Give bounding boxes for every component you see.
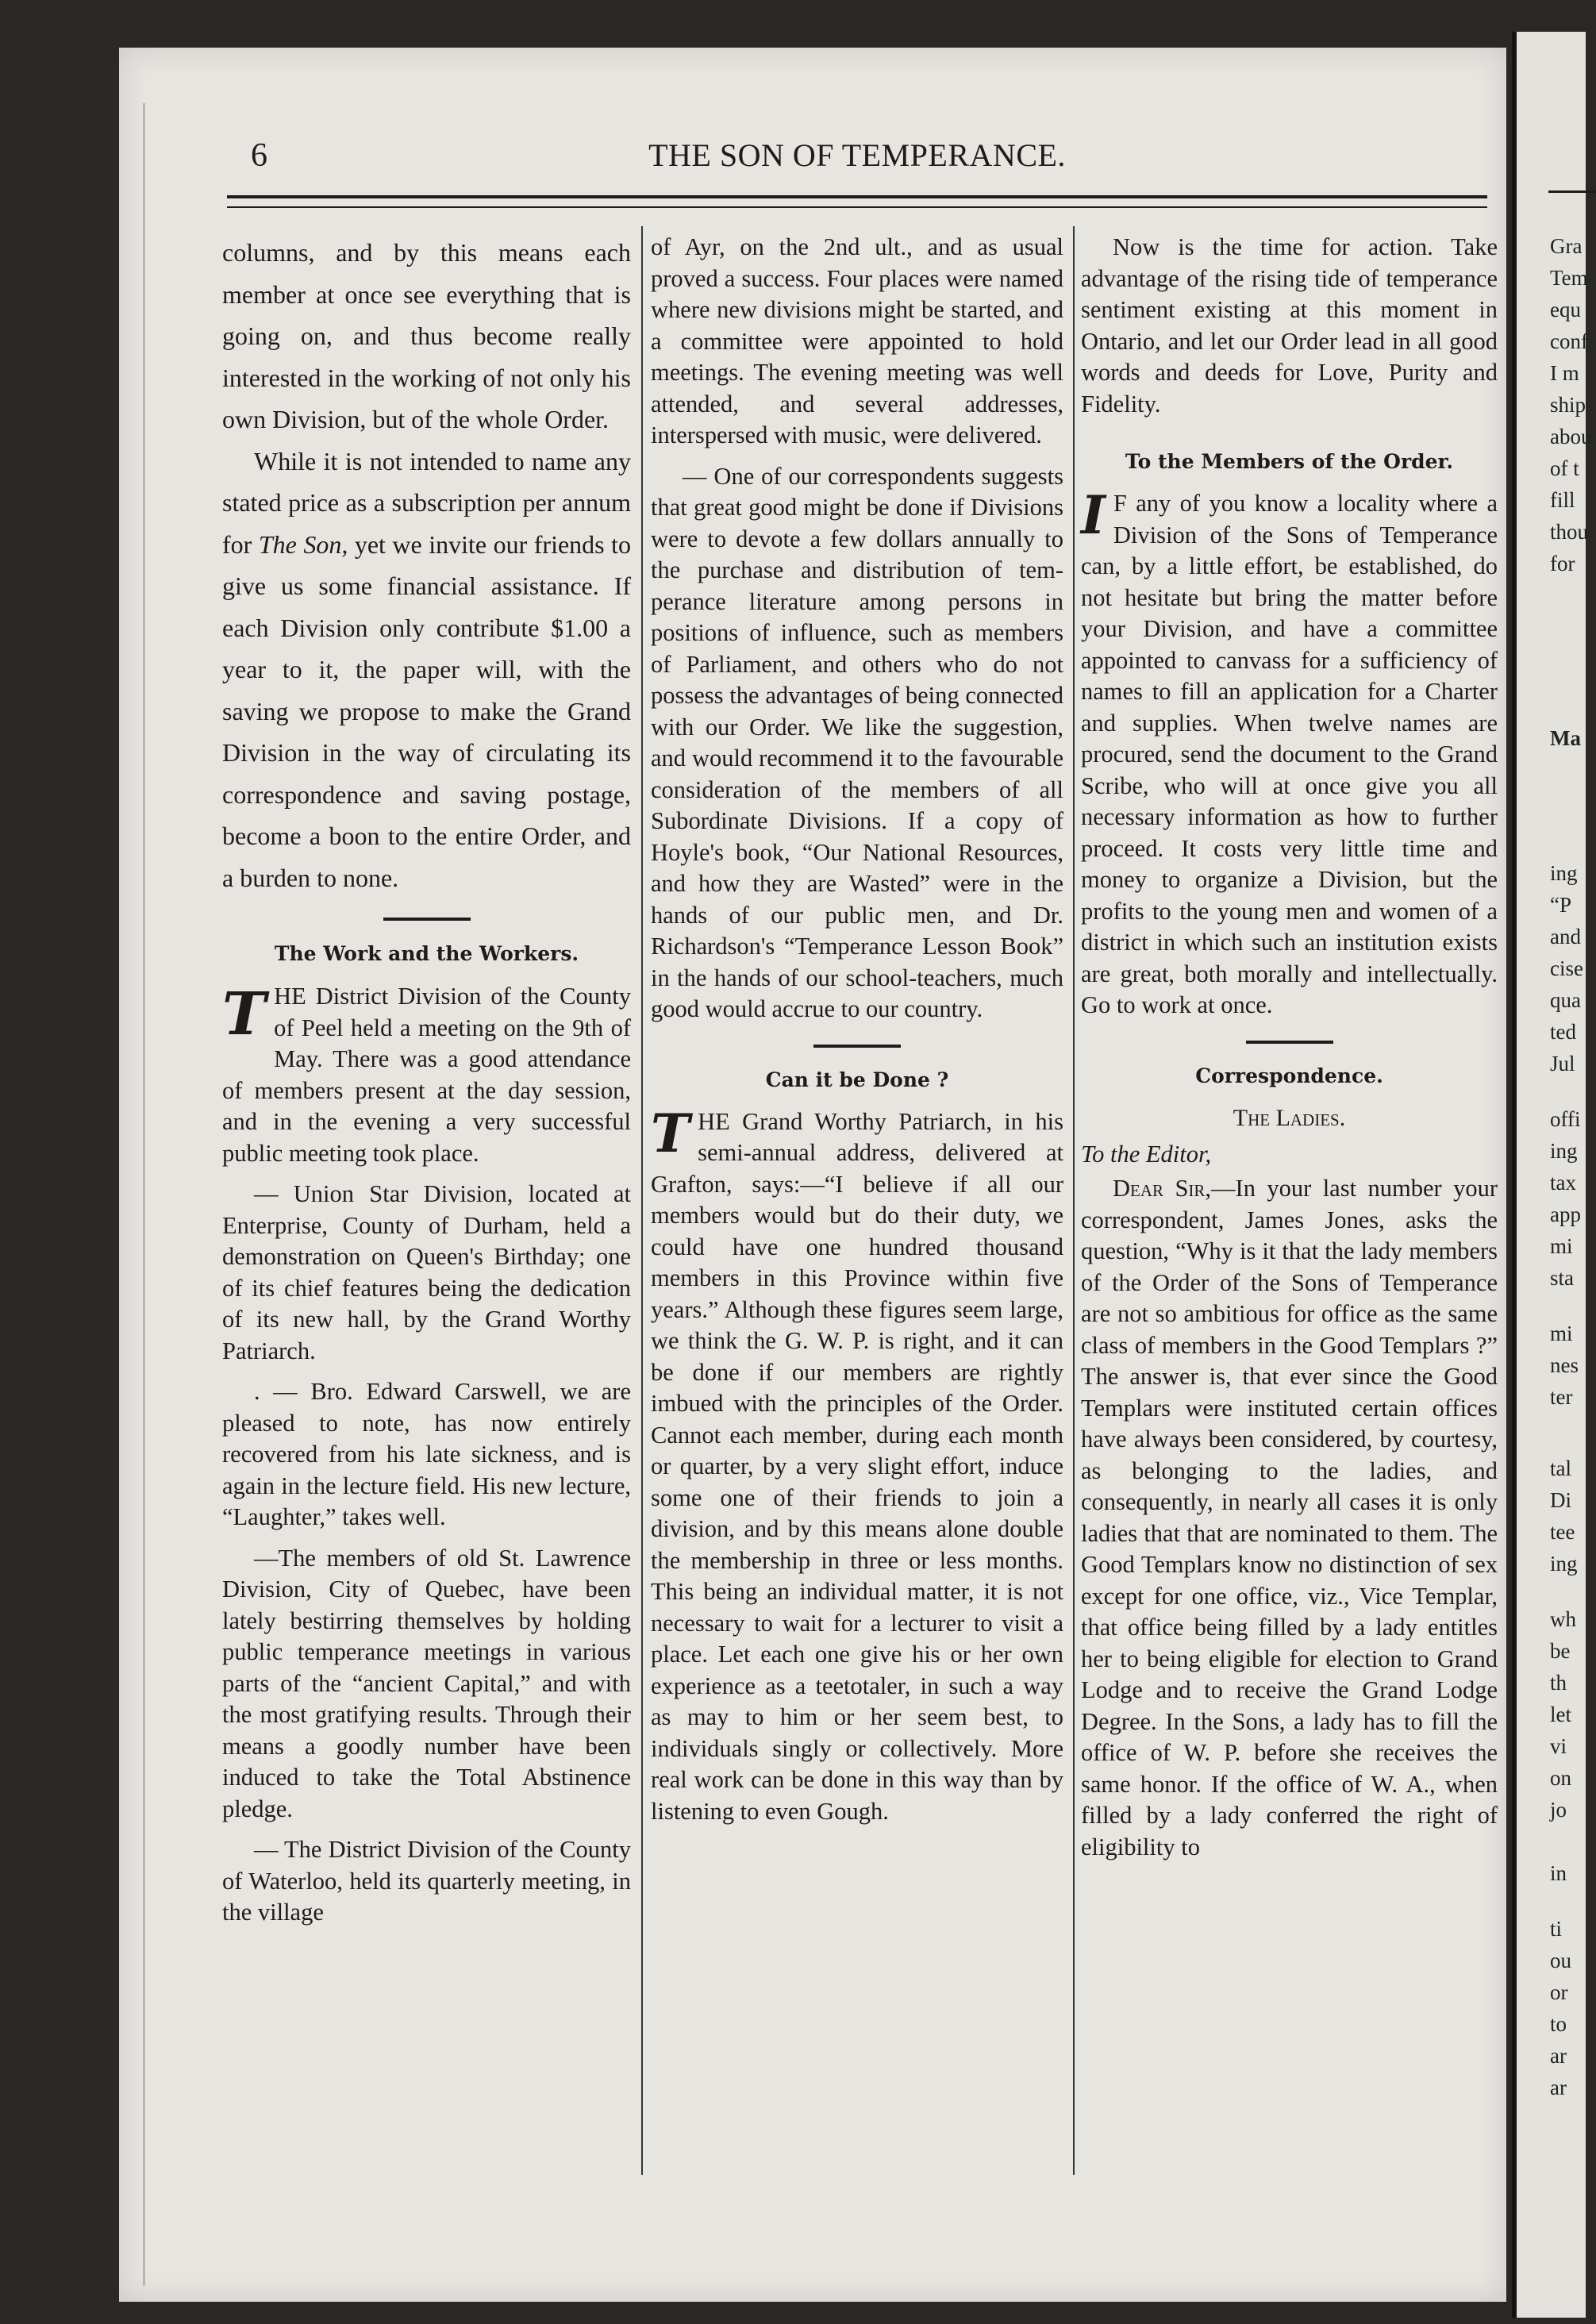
adjacent-page-fragment: equ [1550,298,1581,321]
adjacent-page-fragment: and [1550,925,1581,948]
section-heading-correspondence: Correspondence. [1195,1064,1383,1087]
adjacent-page-fragment: mi [1550,1234,1573,1258]
adjacent-page-fragment: offi [1550,1107,1581,1131]
adjacent-page-fragment: to [1550,2012,1567,2036]
adjacent-page-fragment: Ma [1550,726,1581,750]
adjacent-page-fragment: Tem [1550,266,1588,290]
adjacent-page-fragment: let [1550,1703,1571,1726]
adjacent-page-fragment: “P [1550,893,1571,917]
adjacent-page-fragment: tee [1550,1520,1575,1544]
section-divider [813,1045,901,1048]
drop-cap: T [222,980,267,1048]
col1-paragraph-2 [222,441,631,899]
column-rule-1 [641,226,643,2175]
adjacent-page-fragment: ted [1550,1020,1576,1044]
running-title: THE SON OF TEMPERANCE. [648,137,1066,173]
column-rule-2 [1073,226,1075,2175]
adjacent-page-fragment: tax [1550,1171,1576,1195]
running-head [227,133,1487,181]
column-2 [651,232,1063,1837]
col2-paragraph-1: of Ayr, on the 2nd ult., and as usual proved a success. Four places were named where new divisions might be started, and a committee were appointed to hold meetings. The evening meeting was well attended, and several addresses, interspersed with music, were delivered. [651,233,1063,448]
col1-paragraph-5: . — Bro. Edward Carswell, we are pleased to note, has now entirely recovered from his late sickness, and is again in the lecture field. His new lecture, “Laughter,” takes well. [222,1378,631,1530]
adjacent-page-fragment: fill [1550,488,1575,512]
adjacent-header-rule [1548,190,1596,193]
col1-paragraph-6: —The members of old St. Lawrence Division, City of Quebec, have been lately bestirring themselves by holding public temperance meetings in various parts of the “ancient Capital,” and with the most gratifying results. Through their means a goodly number have been induced to take the Total Abstinence pledge. [222,1544,631,1822]
adjacent-page-fragment: ti [1550,1917,1563,1941]
adjacent-page-fragment: conf [1550,329,1588,353]
col2-paragraph-3 [651,1102,1063,1828]
col2-p3-text: HE Grand Worthy Patriarch, in his semi-annual address, delivered at Grafton, says:—“I believe if all our members would but do their duty, we could have one hundred thousand members in this Province within five years.” Although these figures seem large, we think the G. W. P. is right, and it can be done if our members are rightly imbued with the principles of the Order. Cannot each member, during each month or quarter, by a very slight effort, induce some one of their friends to join a division, and by this means alone double the membership in three or less months. This being an individual matter, it is not necessary to wait for a lecturer to visit a place. Let each one give his or her own experience as a teetotaler, in such a way as may to him or her seem best, to individuals singly or collectively. More real work can be done in this way than by listening to even Gough. [651,1107,1063,1825]
col1-p2-italic-title: The Son, [258,529,348,559]
adjacent-page-fragment: th [1550,1671,1567,1695]
adjacent-page-fragment: for [1550,552,1575,575]
section-divider [383,918,471,921]
adjacent-page-fragment: ing [1550,861,1578,885]
col3-p3-text: —In your last number your correspondent, James Jones, asks the question, “Why is it that the lady members of the Order of the Sons of Temperance are not so ambitious for office as the same class of members in the Good Templars ?” The answer is, that ever since the Good Templars were instituted certain offices have always been considered, by courtesy, as belonging to the ladies, and consequently, in nearly all cases it is only ladies that that are nominated to them. The Good Templars know no distinction of sex except for one office, viz., Vice Templar, that office being filled by a lady entitles her to being eligible for election to Grand Lodge and to receive the Grand Lodge Degree. In the Sons, a lady has to fill the office of W. P. before she receives the same honor. If the office of W. A., when filled by a lady conferred the right of eligibility to [1081,1175,1498,1860]
column-1 [222,232,631,1938]
adjacent-page-fragment: ar [1550,2076,1567,2099]
col1-paragraph-7: — The District Division of the County of Waterloo, held its quarterly meeting, in the village [222,1836,631,1926]
adjacent-page-fragment: abou [1550,425,1592,448]
adjacent-page-sliver [1512,32,1592,2318]
adjacent-page-fragment: of t [1550,456,1579,480]
adjacent-page-fragment: mi [1550,1322,1573,1345]
page-number: 6 [251,137,267,174]
adjacent-page-fragment: ship [1550,393,1586,417]
adjacent-page-fragment: be [1550,1639,1571,1663]
adjacent-page-fragment: in [1550,1861,1567,1885]
adjacent-page-fragment: Di [1550,1488,1571,1512]
col3-p2-text: F any of you know a locality where a Division of the Sons of Temperance can, by a little effort, be established, do not hesitate but bring the matter before your Division, and have a committee appointed to canvass for a sufficiency of names to fill an application for a Charter and supplies. When twelve names are procured, send the document to the Grand Scribe, who will at once give you all necessary information as how to further proceed. It costs very little time and money to organize a Division, but the profits to the young men and women of a district in which such an institution exists are great, both morally and intellectually. Go to work at once. [1081,490,1498,1018]
column-3 [1081,232,1498,1872]
adjacent-page-fragment: thou [1550,520,1589,544]
adjacent-page-fragment: cise [1550,956,1583,980]
letter-greeting: Dear Sir, [1113,1175,1212,1202]
col2-paragraph-2: — One of our correspondents suggests that great good might be done if Divisions were to devote a few dollars annually to the purchase and distribution of temperance literature among persons in positions of influence, such as members of Parliament, and others who do not possess the advantages of being connected with our Order. We like the suggestion, and would recommend it to the favourable consideration of the members of all Subordinate Divisions. If a copy of Hoyle's book, “Our National Resources, and how they are Wasted” were in the hands of our public men, and Dr. Richardson's “Temperance Lesson Book” in the hands of our school-teachers, much good would accrue to our country. [651,462,1063,1022]
adjacent-page-fragment: jo [1550,1798,1567,1822]
adjacent-page-fragment: qua [1550,988,1581,1012]
adjacent-page-fragment: wh [1550,1607,1576,1631]
section-heading-to-the-members: To the Members of the Order. [1125,450,1454,473]
col1-p3-text: HE District Division of the County of Peel held a meeting on the 9th of May. There was a good attendance of members present at the day session, and in the evening a very successful public meeting took place. [222,983,631,1167]
adjacent-page-fragment: or [1550,1980,1568,2004]
section-divider [1246,1041,1333,1044]
letter-title: The Ladies. [1233,1104,1346,1131]
adjacent-page-fragment: app [1550,1202,1581,1226]
adjacent-page-fragment: I m [1550,361,1579,385]
adjacent-page-fragment: vi [1550,1734,1567,1758]
letter-salutation: To the Editor, [1081,1140,1212,1168]
col1-news-items [222,981,631,1929]
drop-cap: T [651,1102,690,1164]
col3-paragraph-3 [1081,1173,1498,1863]
adjacent-page-fragment: ou [1550,1949,1571,1972]
adjacent-page-fragment: ter [1550,1385,1573,1409]
col1-p2-text-b: yet we invite our friends to give us some financial assistance. If each Division only contribute $1.00 a year to it, the paper will, with the saving we propose to make the Grand Division in the way of circulating its correspondence and saving postage, become a boon to the entire Order, and a burden to none. [222,529,631,892]
adjacent-page-fragment: Jul [1550,1052,1575,1075]
drop-cap: I [1081,484,1106,546]
adjacent-page-fragment: ing [1550,1139,1578,1163]
page-edge-line [143,103,145,2286]
section-heading-work-and-workers: The Work and the Workers. [274,942,579,965]
col1-paragraph-1: columns, and by this means each member at once see everything that is going on, and thus become really interested in the working of not only his own Division, but of the whole Order. [222,238,631,433]
col3-paragraph-2 [1081,484,1498,1022]
adjacent-page-fragment: ar [1550,2044,1567,2068]
section-heading-can-it-be-done: Can it be Done ? [765,1068,949,1091]
adjacent-page-fragment: on [1550,1766,1571,1790]
adjacent-page-fragment: nes [1550,1353,1579,1377]
adjacent-page-fragment: ing [1550,1552,1578,1576]
header-rule [227,195,1487,208]
col1-paragraph-4: — Union Star Division, located at Enterprise, County of Durham, held a demonstration on Queen's Birthday; one of its chief features being the dedication of its new hall, by the Grand Worthy Patriarch. [222,1180,631,1364]
col3-paragraph-1: Now is the time for action. Take advantage of the rising tide of temperance sentiment existing at this moment in Ontario, and let our Order lead in all good words and deeds for Love, Purity and Fidelity. [1081,233,1498,417]
adjacent-page-fragment: tal [1550,1456,1571,1480]
adjacent-page-fragment: Gra [1550,234,1583,258]
col1-p2-text-a: While it is not intended to name any stated price as a subscription per annum for [222,446,631,559]
col1-paragraph-3 [222,981,631,1169]
scan-left-margin [0,0,119,2324]
adjacent-page-fragment: sta [1550,1266,1574,1290]
